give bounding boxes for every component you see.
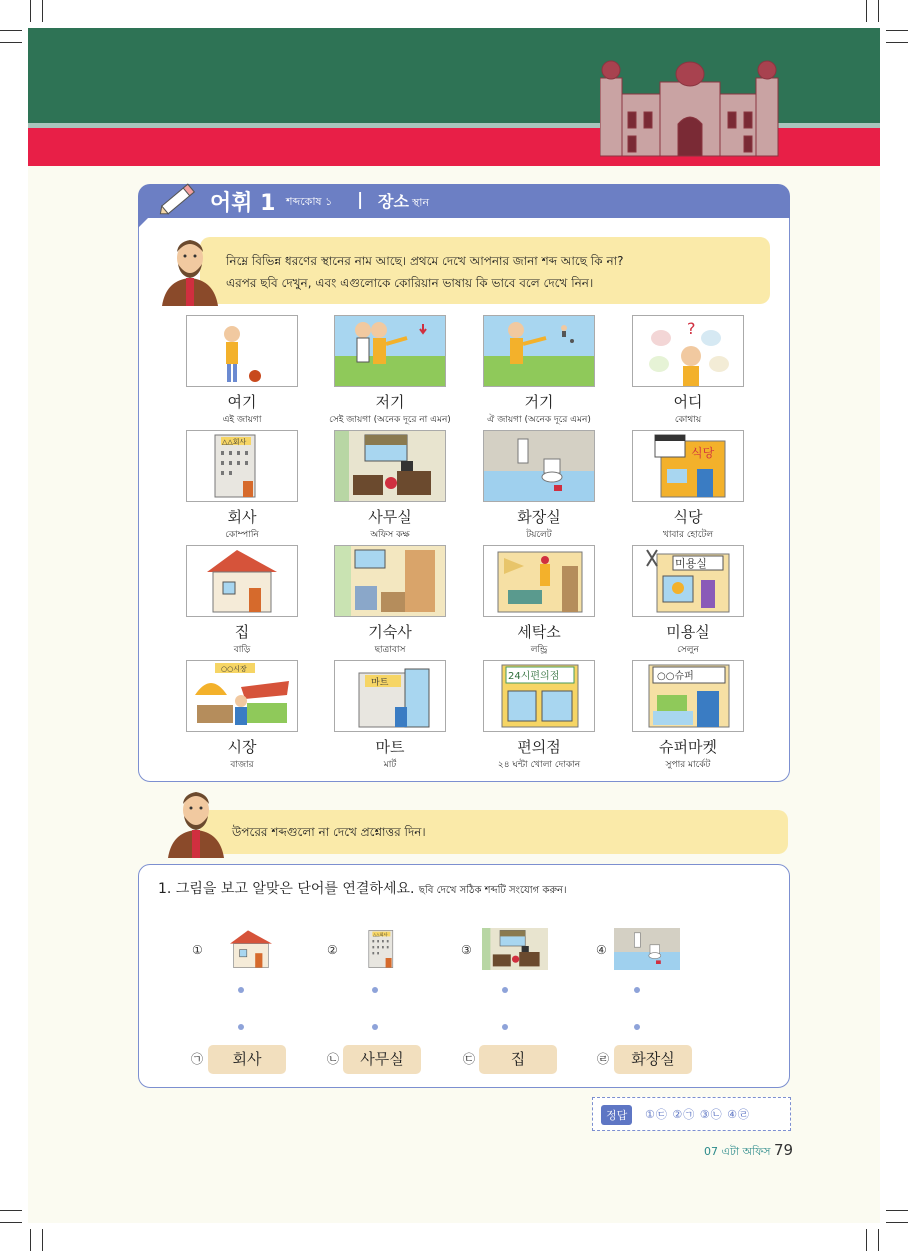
vocab-image-toilet <box>483 430 595 502</box>
vocab-bangla: এই জায়গা <box>222 415 262 425</box>
vocab-korean: 편의점 <box>517 738 561 756</box>
choice-word[interactable]: 사무실 <box>343 1045 421 1074</box>
crop-mark <box>878 0 879 22</box>
choice-letter: ㉢ <box>463 1052 476 1066</box>
question-korean: 그림을 보고 알맞은 단어를 연결하세요. <box>175 881 415 897</box>
match-dot-bottom[interactable] <box>502 1024 508 1030</box>
vocab-bangla: সেলুন <box>677 645 699 655</box>
vocab-image-office <box>334 430 446 502</box>
vocab-bangla: খাবার হোটেল <box>662 530 714 540</box>
vocab-image-restaurant <box>632 430 744 502</box>
crop-mark <box>866 0 867 22</box>
vocab-korean: 여기 <box>227 393 257 411</box>
vocab-bangla: ২৪ ঘন্টা খোলা দোকান <box>497 760 581 770</box>
intro-line-1: নিম্নে বিভিন্ন ধরণের স্থানের নাম আছে। প্রথমে দেখে আপনার জানা শব্দ আছে কি না? <box>226 254 624 268</box>
vocab-image-salon <box>632 545 744 617</box>
crop-mark <box>866 1229 867 1251</box>
intro-note <box>200 237 770 304</box>
vocab-korean: 회사 <box>227 508 257 526</box>
vocab-bangla: সুপার মার্কেট <box>665 760 711 770</box>
vocab-image-company <box>186 430 298 502</box>
svg-text:?: ? <box>687 319 696 338</box>
exercise-image-company <box>352 916 418 986</box>
crop-mark <box>886 42 908 43</box>
vocab-image-convenience <box>483 660 595 732</box>
picture-number: ③ <box>461 943 472 957</box>
svg-text:미용실: 미용실 <box>675 557 707 570</box>
exercise-image-office <box>482 916 548 986</box>
vocab-korean: 사무실 <box>368 508 412 526</box>
intro-line-2: এরপর ছবি দেখুন, এবং এগুলোকে কোরিয়ান ভাষায় কি ভাবে বলে দেখে নিন। <box>226 276 594 290</box>
svg-text:24시편의점: 24시편의점 <box>508 671 560 682</box>
fort-illustration <box>600 52 780 158</box>
choice-word[interactable]: 집 <box>479 1045 557 1074</box>
vocab-image-dorm <box>334 545 446 617</box>
vocab-bangla: বাজার <box>230 760 254 770</box>
chapter-footer: 07 এটা অফিস <box>704 1145 771 1158</box>
crop-mark <box>42 0 43 22</box>
question-text <box>158 878 567 900</box>
choice-word[interactable]: 화장실 <box>614 1045 692 1074</box>
svg-text:△△회사: △△회사 <box>373 931 388 937</box>
crop-mark <box>0 30 22 31</box>
vocab-korean: 집 <box>234 623 250 641</box>
match-dot-top[interactable] <box>634 987 640 993</box>
picture-number: ① <box>192 943 203 957</box>
choice-letter: ㉠ <box>191 1052 204 1066</box>
vocab-bangla: অফিস কক্ষ <box>370 530 410 540</box>
crop-mark <box>42 1229 43 1251</box>
crop-mark <box>0 1222 22 1223</box>
instruction-text: উপরের শব্দগুলো না দেখে প্রশ্নোত্তর দিন। <box>232 825 426 839</box>
vocab-bangla: কোম্পানি <box>225 530 259 540</box>
vocab-bangla: টয়লেট <box>526 530 552 540</box>
match-dot-top[interactable] <box>238 987 244 993</box>
match-dot-bottom[interactable] <box>634 1024 640 1030</box>
vocab-korean: 저기 <box>375 393 405 411</box>
crop-mark <box>30 0 31 22</box>
crop-mark <box>0 1210 22 1211</box>
vocab-image-two-boys <box>334 315 446 387</box>
question-number: 1. <box>158 881 172 897</box>
vocab-korean: 기숙사 <box>368 623 412 641</box>
question-bangla: ছবি দেখে সঠিক শব্দটি সংযোগ করুন। <box>418 885 567 896</box>
section-topic: 장소 <box>378 192 409 211</box>
pencil-icon <box>155 178 201 220</box>
vocab-bangla: কোথায় <box>674 415 702 425</box>
vocab-image-boy-far <box>483 315 595 387</box>
picture-number: ② <box>327 943 338 957</box>
section-subtitle: শব্দকোষ ১ <box>286 195 333 208</box>
picture-number: ④ <box>596 943 607 957</box>
vocab-bangla: লন্ড্রি <box>530 645 548 655</box>
vocab-korean: 시장 <box>227 738 257 756</box>
vocab-korean: 미용실 <box>666 623 710 641</box>
match-dot-top[interactable] <box>372 987 378 993</box>
section-title: 어휘 1 <box>210 191 276 216</box>
vocab-korean: 거기 <box>524 393 554 411</box>
section-tab-corner <box>138 218 148 228</box>
page-number: 79 <box>774 1141 794 1159</box>
exercise-image-house <box>218 916 284 986</box>
crop-mark <box>886 1222 908 1223</box>
match-dot-bottom[interactable] <box>238 1024 244 1030</box>
vocab-korean: 슈퍼마켓 <box>659 738 717 756</box>
teacher-avatar <box>166 786 226 858</box>
match-dot-top[interactable] <box>502 987 508 993</box>
vocab-image-market <box>186 660 298 732</box>
vocab-bangla: সেই জায়গা (অনেক দূরে না এমন) <box>329 415 451 425</box>
vocab-bangla: মার্ট <box>383 760 397 770</box>
answer-values: ①㉢ ②㉠ ③㉡ ④㉣ <box>645 1108 750 1121</box>
instruction-note <box>200 810 788 854</box>
svg-text:○○시장: ○○시장 <box>221 665 247 673</box>
vocab-korean: 어디 <box>673 393 703 411</box>
vocab-image-supermarket <box>632 660 744 732</box>
vocab-image-house <box>186 545 298 617</box>
answer-label: 정답 <box>601 1105 632 1125</box>
answer-box <box>592 1097 791 1131</box>
vocab-bangla: বাড়ি <box>233 645 251 655</box>
vocab-bangla: ঐ জায়গা (অনেক দূরে এমন) <box>487 415 591 425</box>
vocab-korean: 식당 <box>673 508 703 526</box>
exercise-image-toilet <box>614 916 680 986</box>
vocab-korean: 화장실 <box>517 508 561 526</box>
choice-letter: ㉡ <box>327 1052 340 1066</box>
section-separator: | <box>357 190 364 210</box>
vocab-bangla: ছাত্রাবাস <box>374 645 406 655</box>
vocab-image-mart <box>334 660 446 732</box>
svg-text:△△회사: △△회사 <box>222 438 247 446</box>
section-topic-bn: স্থান <box>412 196 430 209</box>
svg-text:○○슈퍼: ○○슈퍼 <box>657 671 694 682</box>
crop-mark <box>30 1229 31 1251</box>
vocab-image-thinking <box>632 315 744 387</box>
crop-mark <box>886 1210 908 1211</box>
crop-mark <box>0 42 22 43</box>
choice-letter: ㉣ <box>597 1052 610 1066</box>
vocab-image-boy-ball <box>186 315 298 387</box>
vocab-korean: 세탁소 <box>517 623 561 641</box>
svg-text:마트: 마트 <box>371 678 389 688</box>
match-dot-bottom[interactable] <box>372 1024 378 1030</box>
vocab-korean: 마트 <box>375 738 405 756</box>
teacher-avatar <box>160 234 220 306</box>
svg-text:식당: 식당 <box>691 446 715 460</box>
crop-mark <box>878 1229 879 1251</box>
vocab-image-laundry <box>483 545 595 617</box>
choice-word[interactable]: 회사 <box>208 1045 286 1074</box>
crop-mark <box>886 30 908 31</box>
